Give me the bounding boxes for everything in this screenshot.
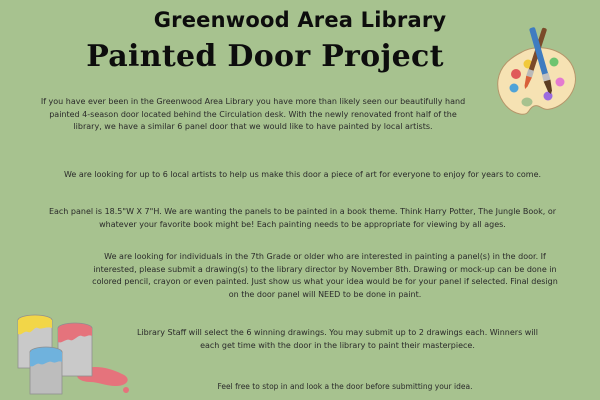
selection-paragraph: Library Staff will select the 6 winning drawings. You may submit up to 2 drawings each. Winners will each get time with the door in the library to paint their masterpiece. <box>136 328 539 350</box>
library-name-heading: Greenwood Area Library <box>153 8 447 32</box>
paint-cans-icon <box>10 312 138 398</box>
panel-details-paragraph: Each panel is 18.5"W X 7"H. We are wanting the panels to be painted in a book theme. Think Harry Potter, The Jungle Book, or whatever your favorite book might be! Each painting needs to be appropriate for viewing by all ages. <box>48 207 557 229</box>
palette-brushes-icon <box>492 26 582 120</box>
project-title: Painted Door Project <box>86 39 444 74</box>
artists-paragraph: We are looking for up to 6 local artists to help us make this door a piece of art for everyone to enjoy for years to come. <box>63 170 542 179</box>
eligibility-paragraph: We are looking for individuals in the 7th Grade or older who are interested in painting a panel(s) in the door. If interested, please submit a drawing(s) to the library director by November 8th. Drawing or mock-up can be done in colored pencil, crayon or even painted. Just show us what your idea would be for your panel if selected. Final design on the door panel will NEED to be done in paint. <box>92 252 558 299</box>
intro-paragraph: If you have ever been in the Greenwood Area Library you have more than likely seen our beautifully hand painted 4-season door located behind the Circulation desk. With the newly renovated front half of the library, we have a similar 6 panel door that we would like to have painted by local artists. <box>40 97 466 131</box>
footer-note: Feel free to stop in and look a the door before submitting your idea. <box>217 382 473 391</box>
